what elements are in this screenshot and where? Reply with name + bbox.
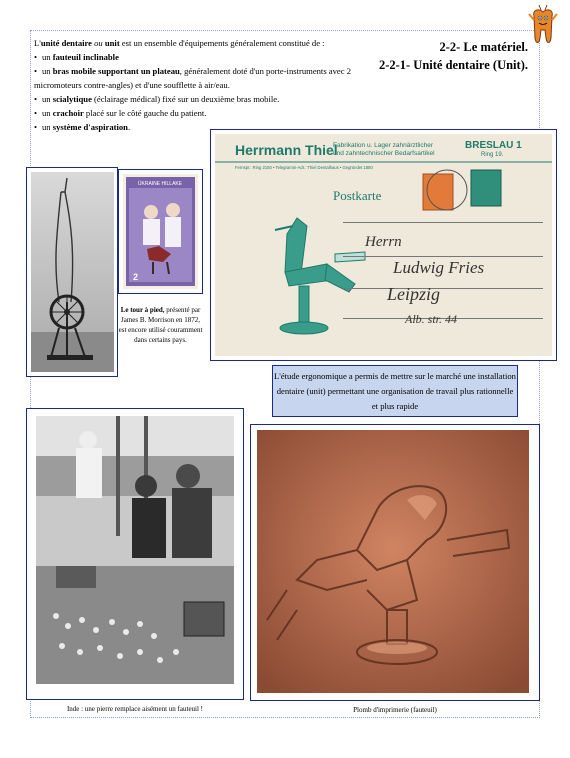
dental-stamp-image [123, 174, 198, 289]
tooth-mascot-icon [527, 4, 559, 50]
tour-a-pied-photo [31, 172, 114, 372]
postcard-small: Fernspr.: Ring 2150 • Telegramm-Adr.: Thiel Dentalhaus • Gegründet 1880 [235, 165, 373, 170]
postcard-city: BRESLAU 1 [465, 140, 522, 151]
intro-text [34, 36, 384, 134]
intro-definition: L'unité dentaire ou unit est un ensemble d'équipements généralement constitué de : [34, 38, 325, 48]
postcard-hand2: Ludwig Fries [393, 258, 485, 277]
stamp-value: 2 [133, 272, 139, 282]
postcard-line2: und zahntechnischer Bedarfsartikel [333, 150, 435, 157]
postcard-ring: Ring 19. [481, 152, 504, 158]
list-item: • un crachoir placé sur le côté gauche du patient. [34, 106, 384, 120]
postcard-line1: Fabrikation u. Lager zahnärztlicher [333, 142, 434, 149]
postcard-image [215, 134, 552, 356]
list-item: • un fauteuil inclinable [34, 50, 384, 64]
list-item: • un bras mobile supportant un plateau, généralement doté d'un porte-instruments avec 2 micromoteurs contre-angles) et d'une soufflette à air/eau. [34, 64, 384, 92]
list-item: • un scialytique (éclairage médical) fixé sur un deuxième bras mobile. [34, 92, 384, 106]
section-title: 2-2- Le matériel. [439, 40, 528, 54]
section-heading [379, 38, 528, 74]
postcard-hand4: Alb. str. 44 [405, 312, 458, 326]
tour-a-pied-caption: Le tour à pied, présenté par James B. Morrison en 1872, est encore utilisé couramment dans certains pays. [118, 306, 203, 344]
inde-caption: Inde : une pierre remplace aisément un fauteuil ! [66, 705, 204, 713]
plomb-imprimerie-photo [257, 430, 529, 693]
inde-street-dentist-photo [36, 416, 234, 684]
postcard-hand3: Leipzig [387, 284, 441, 304]
postcard-hand1: Herrn [365, 234, 402, 250]
list-item: • un système d'aspiration. [34, 120, 384, 134]
ergonomic-note: L'étude ergonomique a permis de mettre sur le marché une installation dentaire (unit) permettant une organisation de travail plus rationnelle et plus rapide [272, 365, 518, 417]
section-subtitle: 2-2-1- Unité dentaire (Unit). [378, 58, 528, 72]
stamp-country: ÜKRAINE HILLAKE [137, 181, 183, 187]
postcard-postkarte: Postkarte [333, 188, 382, 203]
postcard-brand: Herrmann Thiel [235, 142, 338, 158]
plomb-caption: Plomb d'imprimerie (fauteuil) [353, 706, 437, 714]
